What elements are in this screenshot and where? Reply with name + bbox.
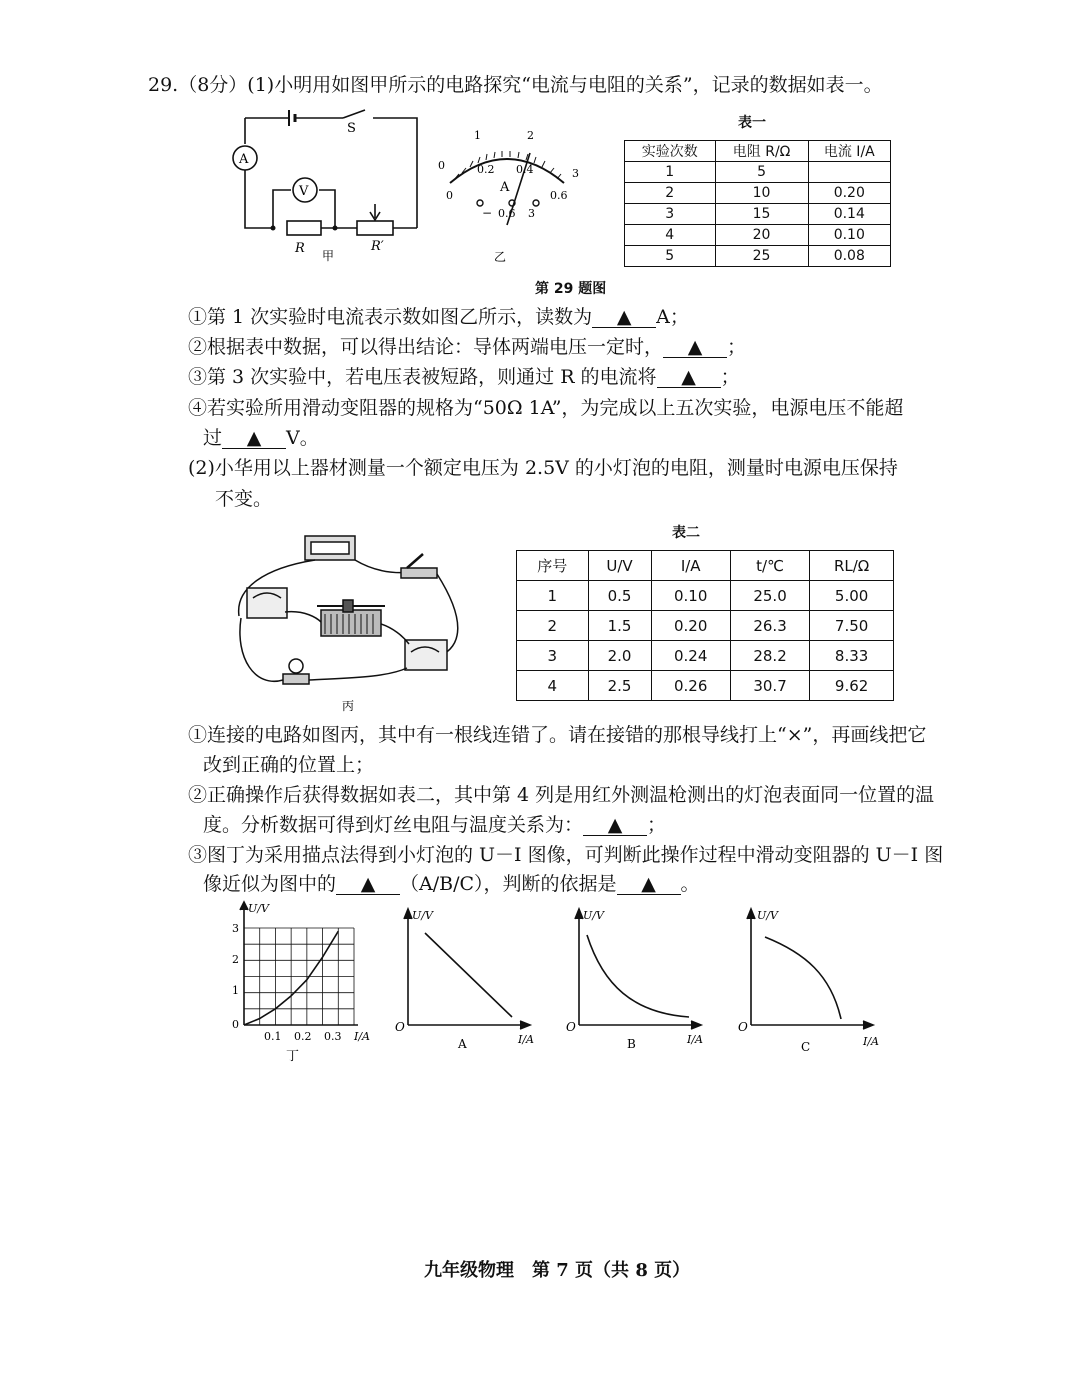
table2-cell: 1.5	[588, 611, 651, 641]
ding-x-tick: 0.2	[294, 1030, 312, 1043]
table1-cell: 5	[625, 246, 716, 267]
table1-cell	[808, 162, 890, 183]
meter-terminal-3: 3	[528, 207, 535, 220]
table1-cell: 4	[625, 225, 716, 246]
table2-cell: 4	[517, 671, 589, 701]
table1-cell: 20	[715, 225, 808, 246]
b-x-label: I/A	[687, 1033, 703, 1046]
p2-item-2: ②正确操作后获得数据如表二，其中第 4 列是用红外测温枪测出的灯泡表面同一位置的温	[188, 784, 935, 806]
table2-cell: 26.3	[730, 611, 809, 641]
page-footer: 九年级物理 第 7 页（共 8 页）	[424, 1260, 691, 1281]
graph-ding	[220, 900, 390, 1070]
answer-blank[interactable]: ▲	[583, 815, 647, 836]
p2-item-1b: 改到正确的位置上；	[203, 754, 375, 776]
table2-cell: 28.2	[730, 641, 809, 671]
table2-cell: 0.10	[651, 581, 730, 611]
p2-item-3b-post: 。	[680, 873, 700, 895]
ding-y-tick: 0	[232, 1018, 239, 1031]
answer-blank[interactable]: ▲	[592, 307, 656, 328]
part2-intro: (2)小华用以上器材测量一个额定电压为 2.5V 的小灯泡的电阻，测量时电源电压保持	[188, 457, 898, 479]
graph-b	[563, 905, 728, 1055]
graph-label-c: C	[801, 1040, 811, 1054]
c-y-label: U/V	[757, 909, 778, 922]
b-y-label: U/V	[583, 909, 604, 922]
table1-cell: 15	[715, 204, 808, 225]
c-origin: O	[738, 1020, 748, 1034]
figure-label-jia: 甲	[322, 249, 335, 263]
ammeter-label: A	[239, 152, 249, 167]
answer-blank[interactable]: ▲	[617, 874, 681, 895]
meter-top-1: 1	[474, 129, 481, 142]
table1-header: 电流 I/A	[808, 141, 890, 162]
table2-cell: 7.50	[810, 611, 894, 641]
table2-header: I/A	[651, 551, 730, 581]
figure-caption: 第 29 题图	[535, 281, 607, 297]
table2-cell: 0.24	[651, 641, 730, 671]
a-origin: O	[395, 1020, 405, 1034]
table2-cell: 0.5	[588, 581, 651, 611]
a-y-label: U/V	[412, 909, 433, 922]
p1-item-4b-post: V。	[286, 427, 319, 449]
meter-unit: A	[500, 180, 510, 195]
table2-header: U/V	[588, 551, 651, 581]
table2-cell: 1	[517, 581, 589, 611]
meter-top-0: 0	[438, 159, 445, 172]
table1-title: 表一	[738, 115, 766, 131]
figure-label-bing: 丙	[342, 699, 355, 713]
ding-x-tick: 0.3	[324, 1030, 342, 1043]
physical-circuit-bing	[225, 528, 475, 718]
p2-item-2b	[203, 812, 666, 838]
c-x-label: I/A	[863, 1035, 879, 1048]
meter-bottom-0: 0	[446, 189, 453, 202]
table2-cell: 25.0	[730, 581, 809, 611]
a-x-label: I/A	[518, 1033, 534, 1046]
p2-item-3b-mid: （A/B/C），判断的依据是	[400, 873, 617, 895]
table1-cell: 2	[625, 183, 716, 204]
meter-top-3: 3	[572, 167, 579, 180]
p1-item-4b	[203, 425, 319, 451]
p1-item-1-text: ①第 1 次实验时电流表示数如图乙所示，读数为	[188, 306, 593, 328]
table1-cell: 25	[715, 246, 808, 267]
table2-cell: 3	[517, 641, 589, 671]
table1-cell: 0.10	[808, 225, 890, 246]
b-origin: O	[566, 1020, 576, 1034]
question-header: 29.（8分）(1)小明用如图甲所示的电路探究“电流与电阻的关系”，记录的数据如表一。	[148, 74, 883, 96]
voltmeter-label: V	[299, 184, 309, 199]
p2-item-3: ③图丁为采用描点法得到小灯泡的 U－I 图像，可判断此操作过程中滑动变阻器的 U－I 图	[188, 844, 944, 866]
answer-blank[interactable]: ▲	[336, 874, 400, 895]
ding-y-tick: 3	[232, 922, 239, 935]
table1-cell: 1	[625, 162, 716, 183]
p1-item-3-text: ③第 3 次实验中，若电压表被短路，则通过 R 的电流将	[188, 366, 657, 388]
table2-header: 序号	[517, 551, 589, 581]
table1-cell: 0.14	[808, 204, 890, 225]
p2-item-3b-text: 像近似为图中的	[203, 873, 337, 895]
graph-label-b: B	[627, 1037, 636, 1051]
table2-cell: 9.62	[810, 671, 894, 701]
ding-x-label: I/A	[354, 1030, 370, 1043]
table2-cell: 2.5	[588, 671, 651, 701]
table1-header: 实验次数	[625, 141, 716, 162]
table1-cell: 0.08	[808, 246, 890, 267]
ammeter-dial-yi	[432, 125, 582, 265]
circuit-diagram-jia	[225, 108, 425, 268]
table2-cell: 0.20	[651, 611, 730, 641]
table2-cell: 2.0	[588, 641, 651, 671]
p1-item-4: ④若实验所用滑动变阻器的规格为“50Ω 1A”，为完成以上五次实验，电源电压不能超	[188, 397, 904, 419]
answer-blank[interactable]: ▲	[222, 428, 286, 449]
figure-label-ding: 丁	[286, 1049, 300, 1064]
table2-cell: 2	[517, 611, 589, 641]
ding-y-label: U/V	[248, 902, 269, 915]
resistor-label: R	[295, 241, 305, 256]
table2-cell: 5.00	[810, 581, 894, 611]
p1-item-3-post: ；	[720, 366, 740, 388]
table1-cell: 5	[715, 162, 808, 183]
p1-item-4b-text: 过	[203, 427, 223, 449]
table2-cell: 30.7	[730, 671, 809, 701]
rheostat-label: R′	[371, 239, 384, 254]
table1-header: 电阻 R/Ω	[715, 141, 808, 162]
switch-label: S	[347, 121, 356, 136]
meter-terminal-minus: −	[482, 206, 493, 220]
answer-blank[interactable]: ▲	[657, 367, 721, 388]
p1-item-2-post: ；	[727, 336, 747, 358]
p2-item-3b	[203, 871, 700, 897]
answer-blank[interactable]: ▲	[663, 337, 727, 358]
table-2	[516, 550, 894, 701]
table2-header: RL/Ω	[810, 551, 894, 581]
table-1	[624, 140, 891, 267]
meter-bottom-04: 0.4	[516, 163, 534, 176]
table2-cell: 0.26	[651, 671, 730, 701]
table2-title: 表二	[672, 525, 700, 541]
p1-item-1-post: A；	[656, 306, 689, 328]
meter-bottom-06: 0.6	[550, 189, 568, 202]
graph-a	[392, 905, 557, 1055]
p2-item-2b-post: ；	[647, 814, 667, 836]
table1-cell: 3	[625, 204, 716, 225]
p1-item-1	[188, 304, 689, 330]
graph-c	[735, 905, 900, 1055]
p1-item-3	[188, 364, 740, 390]
ding-x-tick: 0.1	[264, 1030, 282, 1043]
table2-header: t/℃	[730, 551, 809, 581]
meter-terminal-06: 0.6	[498, 207, 516, 220]
graph-label-a: A	[458, 1037, 467, 1051]
ding-y-tick: 2	[232, 953, 239, 966]
meter-top-2: 2	[527, 129, 534, 142]
p2-item-2b-text: 度。分析数据可得到灯丝电阻与温度关系为：	[203, 814, 584, 836]
table1-cell: 0.20	[808, 183, 890, 204]
meter-bottom-02: 0.2	[477, 163, 495, 176]
table1-cell: 10	[715, 183, 808, 204]
ding-y-tick: 1	[232, 984, 239, 997]
p1-item-2	[188, 334, 746, 360]
part2-intro-2: 不变。	[215, 488, 273, 510]
p1-item-2-text: ②根据表中数据，可以得出结论：导体两端电压一定时，	[188, 336, 664, 358]
table2-cell: 8.33	[810, 641, 894, 671]
p2-item-1: ①连接的电路如图丙，其中有一根线连错了。请在接错的那根导线打上“×”，再画线把它	[188, 724, 927, 746]
figure-label-yi: 乙	[494, 250, 507, 264]
